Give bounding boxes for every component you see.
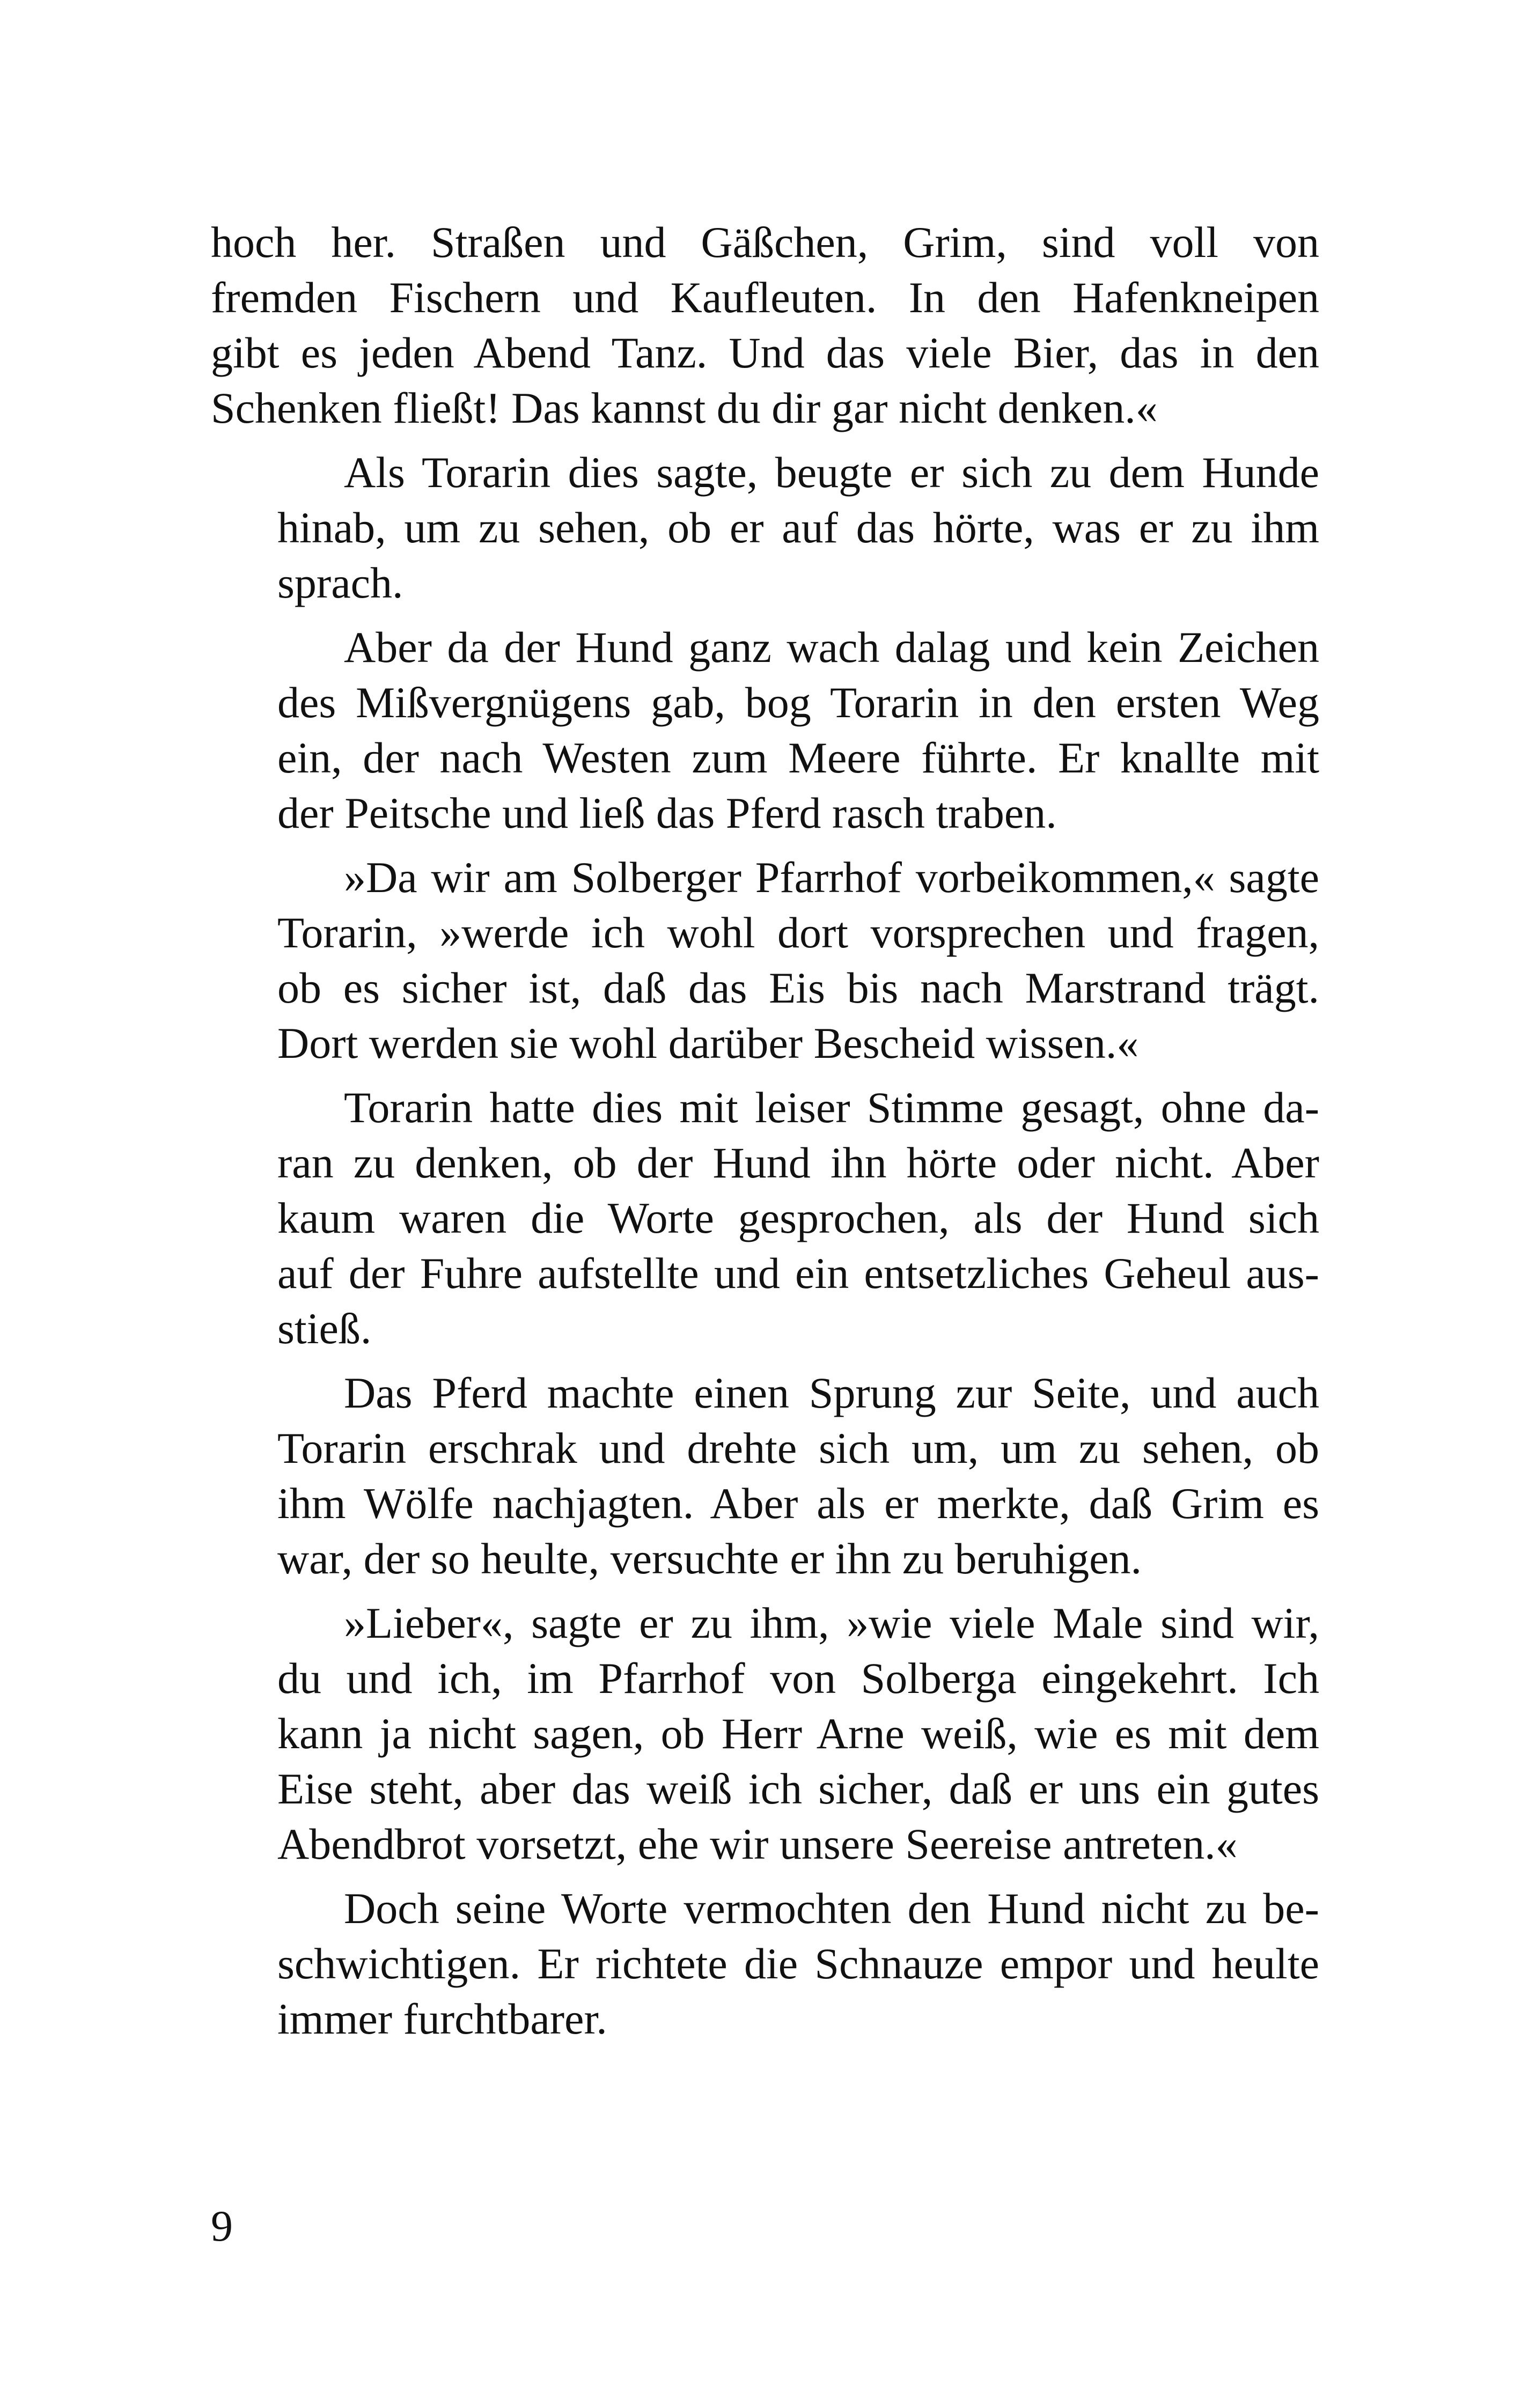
paragraph-2 (211, 445, 1319, 610)
text-line: ihm Wölfe nachjagten. Aber als er merkte, daß Grim es (277, 1479, 1319, 1528)
page-number: 9 (211, 2201, 233, 2250)
text-line: Das Pferd machte einen Sprung zur Seite, und auch (344, 1368, 1319, 1417)
text-line: sprach. (277, 558, 403, 607)
text-line: war, der so heulte, versuchte er ihn zu beruhigen. (277, 1534, 1142, 1583)
text-line: gibt es jeden Abend Tanz. Und das viele Bier, das in den (211, 328, 1319, 377)
text-line: Torarin erschrak und drehte sich um, um zu sehen, ob (277, 1424, 1319, 1472)
text-line: der Peitsche und ließ das Pferd rasch traben. (277, 789, 1057, 837)
text-line: »Lieber«, sagte er zu ihm, »wie viele Male sind wir, (344, 1599, 1319, 1647)
text-line: immer furchtbarer. (277, 1994, 607, 2043)
text-line: auf der Fuhre aufstellte und ein entsetzliches Geheul aus- (277, 1249, 1319, 1298)
paragraph-5 (211, 1080, 1319, 1356)
text-line: hinab, um zu sehen, ob er auf das hörte, was er zu ihm (277, 503, 1319, 552)
paragraph-6 (211, 1365, 1319, 1586)
text-line: kaum waren die Worte gesprochen, als der Hund sich (277, 1194, 1319, 1242)
text-line: schwichtigen. Er richtete die Schnauze empor und heulte (277, 1939, 1319, 1988)
text-line: des Mißvergnügens gab, bog Torarin in den ersten Weg (277, 678, 1319, 727)
text-line: Torarin, »werde ich wohl dort vorsprechen und fragen, (277, 908, 1319, 957)
paragraph-7 (211, 1595, 1319, 1872)
text-line: ob es sicher ist, daß das Eis bis nach Marstrand trägt. (277, 963, 1319, 1012)
paragraph-1 (211, 215, 1319, 436)
text-line: Aber da der Hund ganz wach dalag und kein Zeichen (344, 623, 1319, 672)
text-line: Dort werden sie wohl darüber Bescheid wissen.« (277, 1019, 1139, 1067)
text-line: Doch seine Worte vermochten den Hund nicht zu be- (344, 1884, 1319, 1933)
text-line: du und ich, im Pfarrhof von Solberga eingekehrt. Ich (277, 1654, 1319, 1703)
paragraph-4 (211, 850, 1319, 1071)
text-line: Als Torarin dies sagte, beugte er sich zu dem Hunde (344, 448, 1319, 497)
text-line: Abendbrot vorsetzt, ehe wir unsere Seereise antreten.« (277, 1820, 1238, 1868)
text-line: ran zu denken, ob der Hund ihn hörte oder nicht. Aber (277, 1138, 1319, 1187)
text-line: Torarin hatte dies mit leiser Stimme gesagt, ohne da- (344, 1083, 1319, 1132)
text-line: Schenken fließt! Das kannst du dir gar nicht denken.« (211, 384, 1158, 432)
body-text (211, 215, 1319, 2056)
text-line: Eise steht, aber das weiß ich sicher, daß er uns ein gutes (277, 1764, 1319, 1813)
text-line: kann ja nicht sagen, ob Herr Arne weiß, wie es mit dem (277, 1709, 1319, 1758)
text-line: hoch her. Straßen und Gäßchen, Grim, sind voll von (211, 218, 1319, 267)
text-line: ein, der nach Westen zum Meere führte. Er knallte mit (277, 733, 1319, 782)
paragraph-8 (211, 1881, 1319, 2046)
text-line: stieß. (277, 1304, 372, 1353)
paragraph-3 (211, 620, 1319, 841)
text-line: fremden Fischern und Kaufleuten. In den Hafenkneipen (211, 273, 1319, 322)
text-line: »Da wir am Solberger Pfarrhof vorbeikommen,« sagte (344, 853, 1319, 902)
